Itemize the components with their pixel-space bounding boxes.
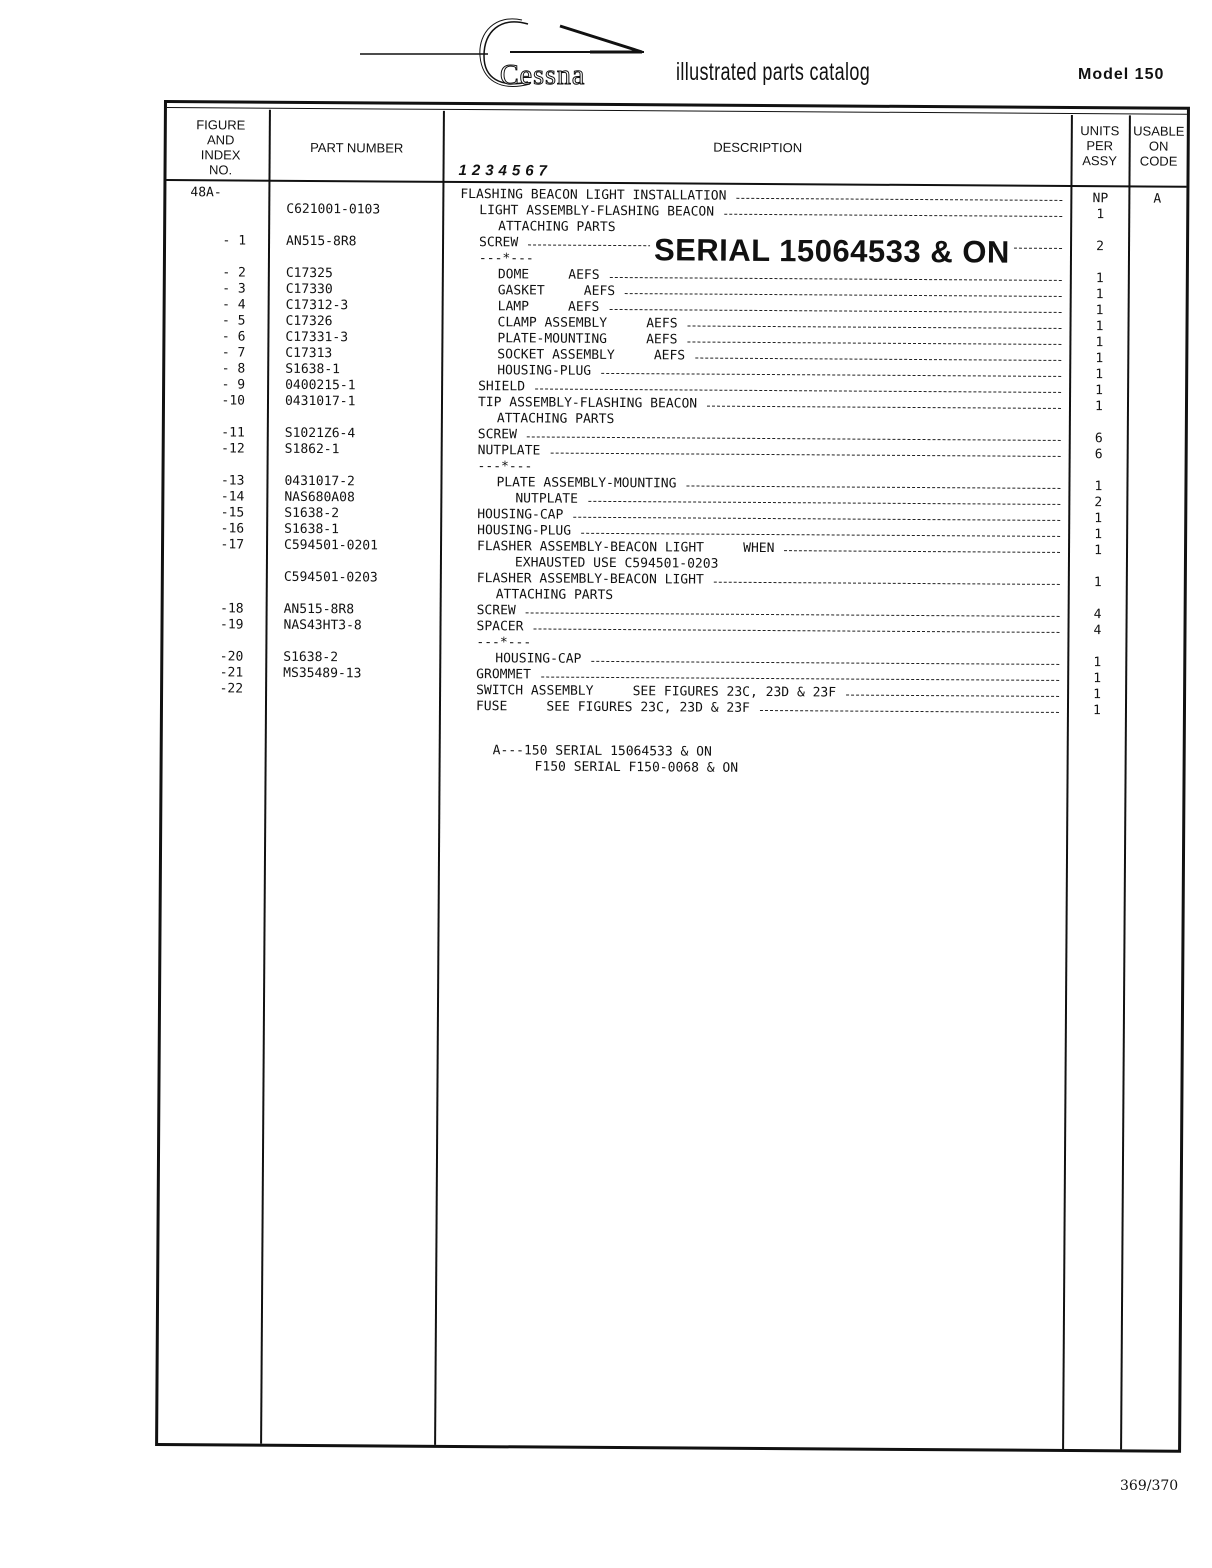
part-description: HOUSING-PLUG xyxy=(497,363,592,379)
part-number: NAS680A08 xyxy=(284,489,355,506)
part-description: ---*--- xyxy=(478,251,534,267)
part-description: FLASHING BEACON LIGHT INSTALLATION xyxy=(460,186,727,204)
footnote-line-2: F150 SERIAL F150-0068 & ON xyxy=(534,759,739,776)
part-description: HOUSING-CAP xyxy=(477,507,564,523)
leader-dashes xyxy=(609,277,1061,281)
figure-index: -18 xyxy=(220,601,244,617)
part-description: SOCKET ASSEMBLY AEFS xyxy=(497,347,686,364)
part-description: ATTACHING PARTS xyxy=(498,219,616,235)
units-per-assy: 1 xyxy=(1094,479,1103,495)
units-per-assy: 1 xyxy=(1095,383,1104,399)
units-per-assy: 6 xyxy=(1094,447,1103,463)
units-per-assy: 1 xyxy=(1094,511,1103,527)
leader-dashes xyxy=(609,309,1061,313)
part-description: NUTPLATE xyxy=(515,491,579,507)
figure-index: -21 xyxy=(219,665,244,681)
part-number: C17326 xyxy=(285,313,333,330)
leader-dashes xyxy=(760,710,1059,713)
header-units-per-assy: UNITS PER ASSY xyxy=(1080,123,1120,169)
leader-dashes xyxy=(686,485,1060,488)
leader-dashes xyxy=(591,661,1059,665)
part-description: FLASHER ASSEMBLY-BEACON LIGHT WHEN xyxy=(476,539,775,557)
figure-index: -14 xyxy=(220,489,245,505)
part-number: C17325 xyxy=(285,265,333,282)
units-per-assy: 1 xyxy=(1093,671,1102,687)
part-number: 0400215-1 xyxy=(285,377,356,394)
part-description: NUTPLATE xyxy=(477,443,541,459)
figure-index: -19 xyxy=(219,617,244,633)
figure-index: -20 xyxy=(219,649,244,665)
model-label: Model 150 xyxy=(1078,66,1165,83)
part-number: C621001-0103 xyxy=(286,201,381,218)
figure-index: -22 xyxy=(219,681,244,697)
part-description: SPACER xyxy=(476,619,524,635)
header-description: DESCRIPTION xyxy=(713,139,803,156)
figure-index: - 7 xyxy=(221,345,246,361)
part-description: ---*--- xyxy=(477,459,533,475)
leader-dashes xyxy=(588,501,1060,505)
part-description: CLAMP ASSEMBLY AEFS xyxy=(497,315,678,332)
part-number: NAS43HT3-8 xyxy=(283,617,362,634)
units-per-assy: 1 xyxy=(1094,527,1103,543)
part-description: HOUSING-CAP xyxy=(495,651,582,667)
leader-dashes xyxy=(687,341,1061,344)
part-description: DOME AEFS xyxy=(497,267,600,283)
part-number: S1021Z6-4 xyxy=(284,425,356,442)
leader-dashes xyxy=(527,436,1061,441)
part-description: SCREW xyxy=(476,603,516,619)
part-description: PLATE ASSEMBLY-MOUNTING xyxy=(496,475,677,492)
leader-dashes xyxy=(707,406,1061,409)
figure-index: - 5 xyxy=(222,313,246,329)
part-number: C17312-3 xyxy=(285,297,349,314)
units-per-assy: 2 xyxy=(1094,495,1103,511)
units-per-assy: 1 xyxy=(1093,687,1102,703)
part-number: S1638-1 xyxy=(285,361,341,378)
part-description: EXHAUSTED USE C594501-0203 xyxy=(514,555,719,572)
leader-dashes xyxy=(695,358,1061,361)
units-per-assy: 1 xyxy=(1093,575,1102,591)
units-per-assy: 2 xyxy=(1096,239,1105,255)
serial-stamp: SERIAL 15064533 & ON xyxy=(650,232,1014,270)
leader-dashes xyxy=(625,293,1062,297)
units-per-assy: 1 xyxy=(1095,319,1104,335)
units-per-assy: 1 xyxy=(1095,367,1104,383)
indent-levels: 1234567 xyxy=(458,161,552,180)
figure-index: -11 xyxy=(221,425,245,441)
figure-index: - 2 xyxy=(222,265,246,281)
units-per-assy: 1 xyxy=(1095,335,1104,351)
units-per-assy: 4 xyxy=(1093,623,1102,639)
units-per-assy: 4 xyxy=(1093,607,1102,623)
figure-index: - 9 xyxy=(221,377,246,393)
part-number: C17331-3 xyxy=(285,329,349,346)
leader-dashes xyxy=(550,453,1060,457)
units-per-assy: 1 xyxy=(1093,655,1102,671)
part-number: S1862-1 xyxy=(284,441,340,458)
part-description: SCREW xyxy=(479,235,519,251)
part-description: GASKET AEFS xyxy=(497,283,616,299)
header-figure-index: FIGURE AND INDEX NO. xyxy=(196,117,246,178)
units-per-assy: 1 xyxy=(1094,543,1102,559)
catalog-title: illustrated parts catalog xyxy=(676,58,871,86)
part-description: PLATE-MOUNTING AEFS xyxy=(497,331,678,348)
units-per-assy: NP xyxy=(1092,191,1109,207)
leader-dashes xyxy=(573,517,1060,521)
part-description: ATTACHING PARTS xyxy=(496,411,615,427)
usable-on-code: A xyxy=(1153,191,1162,207)
figure-index: -16 xyxy=(220,521,245,537)
part-number: 0431017-2 xyxy=(284,473,355,490)
leader-dashes xyxy=(581,533,1060,537)
part-description: SHIELD xyxy=(478,379,526,395)
page-number: 369/370 xyxy=(1120,1478,1179,1494)
parts-table xyxy=(155,100,1190,1453)
figure-index: 48A- xyxy=(190,185,222,201)
leader-dashes xyxy=(736,198,1062,201)
part-number: C17330 xyxy=(285,281,333,298)
leader-dashes xyxy=(601,373,1061,377)
figure-index: -13 xyxy=(220,473,245,489)
figure-index: -15 xyxy=(220,505,245,521)
units-per-assy: 1 xyxy=(1095,287,1104,303)
part-number: MS35489-13 xyxy=(283,665,362,682)
units-per-assy: 1 xyxy=(1095,351,1104,367)
header-part-number: PART NUMBER xyxy=(310,139,404,156)
part-number: C594501-0203 xyxy=(283,569,378,586)
part-description: SCREW xyxy=(477,427,517,443)
units-per-assy: 6 xyxy=(1094,431,1103,447)
part-description: ATTACHING PARTS xyxy=(495,587,614,603)
part-number: C594501-0201 xyxy=(283,537,379,554)
part-description: LAMP AEFS xyxy=(497,299,600,315)
leader-dashes xyxy=(724,214,1062,217)
part-number: S1638-2 xyxy=(283,649,339,666)
part-description: HOUSING-PLUG xyxy=(477,523,572,539)
leader-dashes xyxy=(541,677,1059,681)
units-per-assy: 1 xyxy=(1095,303,1104,319)
units-per-assy: 1 xyxy=(1092,703,1101,719)
page-header xyxy=(0,0,1212,100)
part-description: GROMMET xyxy=(476,667,532,683)
units-per-assy: 1 xyxy=(1095,271,1104,287)
part-description: LIGHT ASSEMBLY-FLASHING BEACON xyxy=(479,203,715,220)
leader-dashes xyxy=(687,325,1061,328)
part-number: AN515-8R8 xyxy=(286,233,357,250)
part-number: AN515-8R8 xyxy=(283,601,355,618)
figure-index: -17 xyxy=(220,537,245,553)
figure-index: -12 xyxy=(221,441,245,457)
part-description: SWITCH ASSEMBLY SEE FIGURES 23C, 23D & 23F xyxy=(476,683,837,701)
part-description: ---*--- xyxy=(476,635,532,651)
part-number: S1638-1 xyxy=(284,521,340,538)
leader-dashes xyxy=(533,628,1059,632)
brand-wordmark: Cessna xyxy=(500,60,586,91)
header-usable-on-code: USABLE ON CODE xyxy=(1133,123,1185,169)
leader-dashes xyxy=(526,612,1060,617)
figure-index: - 6 xyxy=(221,329,246,345)
part-description: FUSE SEE FIGURES 23C, 23D & 23F xyxy=(475,699,750,716)
leader-dashes xyxy=(846,695,1059,697)
figure-index: - 4 xyxy=(222,297,246,313)
leader-dashes xyxy=(714,582,1060,585)
leader-dashes xyxy=(784,550,1060,553)
part-description: FLASHER ASSEMBLY-BEACON LIGHT xyxy=(476,571,704,588)
figure-index: -10 xyxy=(221,393,246,409)
units-per-assy: 1 xyxy=(1095,399,1103,415)
figure-index: - 1 xyxy=(222,233,247,249)
figure-index: - 3 xyxy=(222,281,246,297)
footnote-line-1: A---150 SERIAL 15064533 & ON xyxy=(492,743,712,760)
figure-index: - 8 xyxy=(221,361,246,377)
part-description: TIP ASSEMBLY-FLASHING BEACON xyxy=(477,395,698,412)
units-per-assy: 1 xyxy=(1096,207,1105,223)
part-number: S1638-2 xyxy=(284,505,340,522)
part-number: C17313 xyxy=(285,345,333,362)
leader-dashes xyxy=(535,388,1061,392)
part-number: 0431017-1 xyxy=(284,393,356,410)
